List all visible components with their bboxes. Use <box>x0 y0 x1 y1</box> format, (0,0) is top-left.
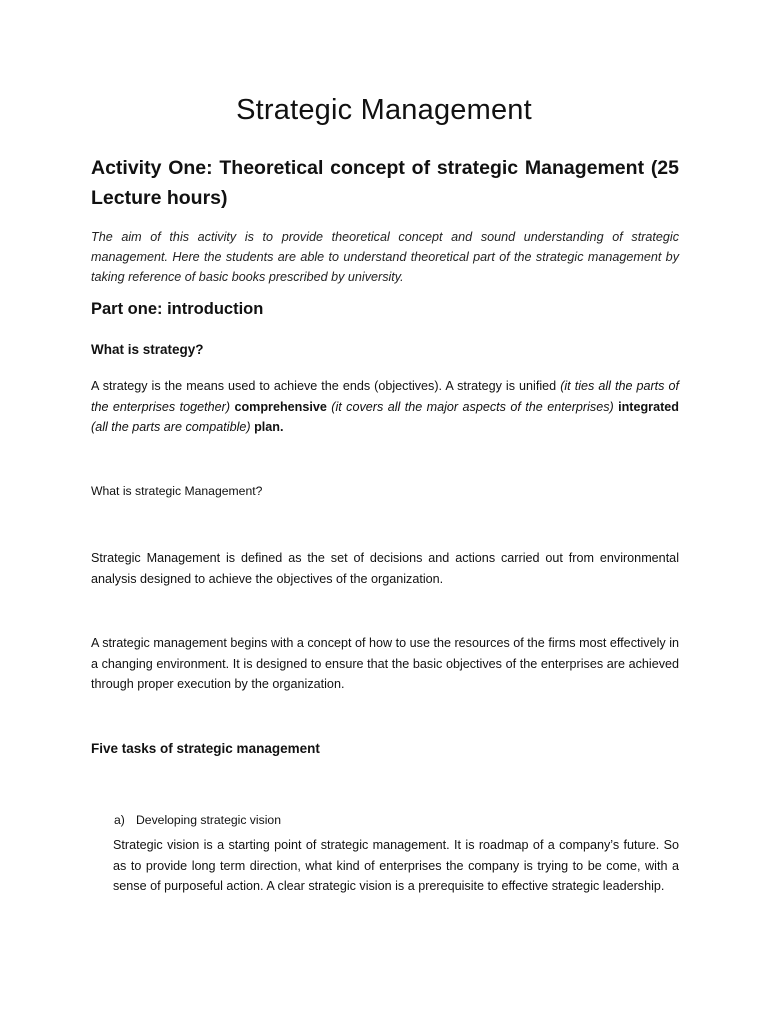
what-is-sm-question: What is strategic Management? <box>91 484 263 498</box>
strategy-text-2: (it ties all the parts of the enterprises together) <box>91 379 679 414</box>
strategy-text-4: (it covers all the major aspects of the enterprises) <box>331 399 614 414</box>
sm-begins-paragraph: A strategic management begins with a concept of how to use the resources of the firms most effectively in a changing environment. It is designed to ensure that the basic objectives of the enterprises are achieved through proper execution by the organization. <box>91 636 679 691</box>
list-marker: a) <box>114 813 125 827</box>
intro-paragraph: The aim of this activity is to provide theoretical concept and sound understanding of strategic management. Here the students are able to understand theoretical part of the strategic management by taking reference of basic books prescribed by university. <box>91 230 679 284</box>
part-heading: Part one: introduction <box>91 300 264 318</box>
strategy-text-3: comprehensive <box>230 399 332 414</box>
activity-heading <box>91 153 679 213</box>
list-item-a <box>114 813 281 827</box>
list-item-label: Developing strategic vision <box>136 813 281 827</box>
what-is-strategy-heading: What is strategy? <box>91 342 204 357</box>
five-tasks-heading: Five tasks of strategic management <box>91 741 320 756</box>
page-title: Strategic Management <box>236 94 532 126</box>
strategy-text-1: A strategy is the means used to achieve the ends (objectives). A strategy is unified <box>91 379 561 393</box>
strategy-definition-paragraph <box>91 376 679 438</box>
sm-definition-paragraph: Strategic Management is defined as the set of decisions and actions carried out from environmental analysis designed to achieve the objectives of the organization. <box>91 551 679 586</box>
activity-heading-line2: Lecture hours) <box>91 187 228 209</box>
strategy-text-7: plan. <box>250 420 284 434</box>
vision-paragraph: Strategic vision is a starting point of strategic management. It is roadmap of a company’s future. So as to provide long term direction, what kind of enterprises the company is trying to be come, with a sense of purposeful action. A clear strategic vision is a prerequisite to effective strategic leadership. <box>113 838 679 893</box>
strategy-text-5: integrated <box>613 399 679 414</box>
activity-heading-line1: Activity One: Theoretical concept of strategic Management (25 <box>91 157 679 179</box>
strategy-text-6: (all the parts are compatible) <box>91 420 251 434</box>
